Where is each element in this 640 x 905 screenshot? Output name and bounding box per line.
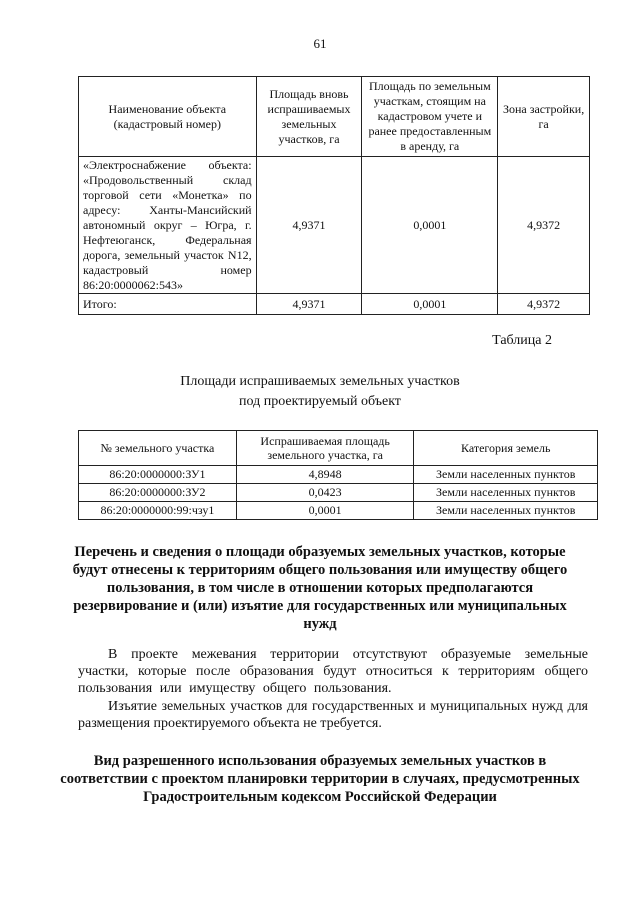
cell-land-category: Земли населенных пунктов (414, 484, 598, 502)
cell-zone: 4,9372 (498, 157, 590, 294)
table-caption: Таблица 2 (492, 333, 552, 348)
table-header-row (79, 77, 590, 157)
table-row (79, 157, 590, 294)
land-plots-table (78, 430, 598, 520)
table-row (79, 502, 598, 520)
header-new-area: Площадь вновь испрашиваемых земельных участков, га (256, 77, 362, 157)
object-area-table (78, 76, 590, 315)
header-plot-area: Испрашиваемая площадь земельного участка, га (236, 431, 414, 466)
cell-total-zone: 4,9372 (498, 294, 590, 315)
paragraph-seizure: Изъятие земельных участков для государственных и муниципальных нужд для размещения проектируемого объекта не требуется. (78, 699, 588, 731)
table-row (79, 484, 598, 502)
header-zone: Зона застройки, га (498, 77, 590, 157)
cell-new-area: 4,9371 (256, 157, 362, 294)
header-land-category: Категория земель (414, 431, 598, 466)
cell-total-leased-area: 0,0001 (362, 294, 498, 315)
table-header-row (79, 431, 598, 466)
cell-total-label: Итого: (79, 294, 257, 315)
cell-plot-number: 86:20:0000000:ЗУ1 (79, 466, 237, 484)
cell-leased-area: 0,0001 (362, 157, 498, 294)
cell-plot-area: 0,0423 (236, 484, 414, 502)
table-heading (0, 372, 640, 412)
table-row (79, 466, 598, 484)
table-heading-line1: Площади испрашиваемых земельных участков (180, 374, 460, 389)
table-total-row (79, 294, 590, 315)
header-object-name: Наименование объекта (кадастровый номер) (79, 77, 257, 157)
cell-plot-number: 86:20:0000000:99:чзу1 (79, 502, 237, 520)
section-heading-public-plots: Перечень и сведения о площади образуемых земельных участков, которые будут отнесены к территориям общего пользования или имуществу общего пользования, в том числе в отношении которых предполагаются резервирование и (или) изъятие для государственных или муниципальных нужд (72, 544, 568, 632)
header-leased-area: Площадь по земельным участкам, стоящим на кадастровом учете и ранее предоставленным в аренду, га (362, 77, 498, 157)
cell-object-name: «Электроснабжение объекта: «Продовольственный склад торговой сети «Монетка» по адресу: Ханты-Мансийский автономный округ – Югра, г. Нефтеюганск, Федеральная дорога, земельный участок N12, кадастровый номер 86:20:0000062:543» (79, 157, 257, 294)
header-plot-number: № земельного участка (79, 431, 237, 466)
cell-plot-area: 0,0001 (236, 502, 414, 520)
page-number: 61 (313, 36, 327, 51)
cell-land-category: Земли населенных пунктов (414, 466, 598, 484)
cell-plot-area: 4,8948 (236, 466, 414, 484)
cell-land-category: Земли населенных пунктов (414, 502, 598, 520)
section-heading-permitted-use: Вид разрешенного использования образуемых земельных участков в соответствии с проектом планировки территории в случаях, предусмотренных Градостроительным кодексом Российской Федерации (60, 753, 580, 805)
table-heading-line2: под проектируемый объект (239, 394, 401, 409)
paragraph-public-plots: В проекте межевания территории отсутствуют образуемые земельные участки, которые после образования будут относиться к территориям общего пользования или имуществу общего пользования. (78, 647, 588, 696)
cell-plot-number: 86:20:0000000:ЗУ2 (79, 484, 237, 502)
cell-total-new-area: 4,9371 (256, 294, 362, 315)
